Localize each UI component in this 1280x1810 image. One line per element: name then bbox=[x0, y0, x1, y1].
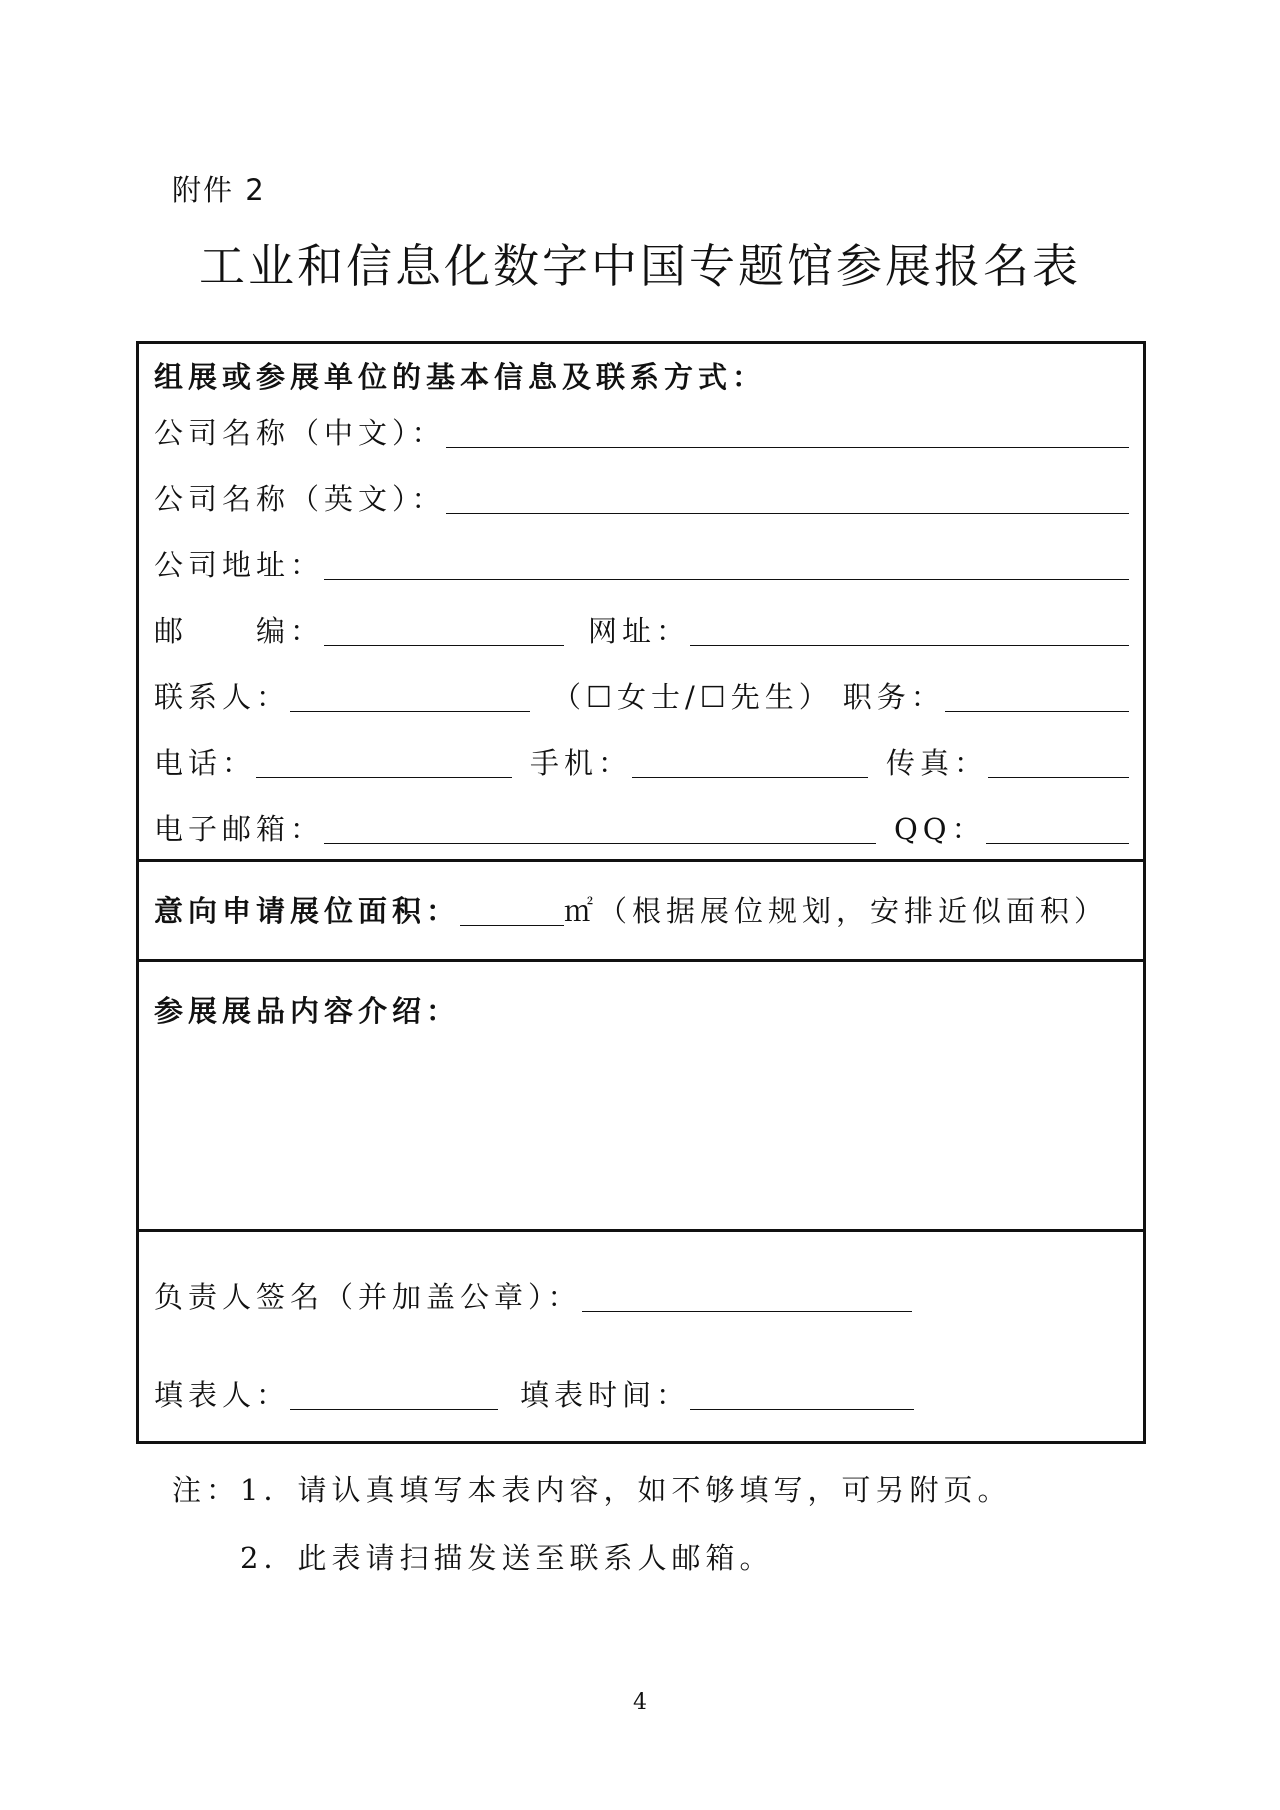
booth-area-label: 意向申请展位面积： bbox=[154, 894, 461, 928]
form-title: 工业和信息化数字中国专题馆参展报名表 bbox=[199, 239, 1081, 293]
qq-label: QQ： bbox=[894, 812, 986, 846]
phone-label: 电话： bbox=[154, 746, 257, 780]
position-field[interactable] bbox=[945, 681, 1129, 712]
phone-field[interactable] bbox=[256, 747, 512, 778]
mobile-field[interactable] bbox=[632, 747, 868, 778]
note-line-2: 2．此表请扫描发送至联系人邮箱。 bbox=[240, 1541, 774, 1575]
fill-time-field[interactable] bbox=[690, 1379, 914, 1410]
company-name-en-row bbox=[154, 478, 1129, 518]
company-address-label: 公司地址： bbox=[154, 548, 325, 582]
phone-row bbox=[154, 742, 1129, 782]
filler-field[interactable] bbox=[290, 1379, 498, 1410]
filler-label: 填表人： bbox=[154, 1378, 291, 1412]
contact-field[interactable] bbox=[290, 681, 530, 712]
fax-label: 传真： bbox=[886, 746, 989, 780]
signature-label: 负责人签名（并加盖公章）： bbox=[154, 1280, 582, 1314]
website-field[interactable] bbox=[690, 615, 1129, 646]
company-name-en-label: 公司名称（英文）： bbox=[154, 482, 446, 516]
contact-row bbox=[154, 676, 1129, 716]
company-name-cn-row bbox=[154, 412, 1129, 452]
registration-form-table bbox=[136, 341, 1146, 1444]
booth-area-field[interactable] bbox=[460, 895, 564, 926]
postcode-website-row bbox=[154, 610, 1129, 650]
basic-info-heading-row bbox=[154, 356, 1129, 396]
mobile-label: 手机： bbox=[530, 746, 633, 780]
company-address-row bbox=[154, 544, 1129, 584]
contact-label: 联系人： bbox=[154, 680, 291, 714]
exhibit-intro-row bbox=[154, 990, 1129, 1030]
company-name-en-field[interactable] bbox=[446, 483, 1129, 514]
signature-row bbox=[154, 1276, 912, 1316]
note-line-1: 注：1．请认真填写本表内容，如不够填写，可另附页。 bbox=[172, 1473, 1012, 1507]
qq-field[interactable] bbox=[986, 813, 1129, 844]
website-label: 网址： bbox=[588, 614, 691, 648]
basic-info-section bbox=[139, 344, 1143, 862]
postcode-label: 邮 编： bbox=[154, 614, 325, 648]
signature-section bbox=[139, 1232, 1143, 1444]
exhibit-intro-label: 参展展品内容介绍： bbox=[154, 994, 461, 1028]
company-address-field[interactable] bbox=[324, 549, 1129, 580]
signature-field[interactable] bbox=[582, 1281, 912, 1312]
booth-area-row bbox=[154, 890, 1129, 930]
gender-options[interactable]: （☐女士/☐先生） bbox=[552, 680, 833, 714]
company-name-cn-label: 公司名称（中文）： bbox=[154, 416, 446, 450]
filler-row bbox=[154, 1374, 914, 1414]
email-row bbox=[154, 808, 1129, 848]
postcode-field[interactable] bbox=[324, 615, 564, 646]
booth-area-unit-note: ㎡（根据展位规划，安排近似面积） bbox=[564, 894, 1109, 928]
attachment-label: 附件 2 bbox=[172, 173, 266, 207]
fill-time-label: 填表时间： bbox=[520, 1378, 691, 1412]
email-field[interactable] bbox=[324, 813, 876, 844]
position-label: 职务： bbox=[842, 680, 945, 714]
exhibit-intro-section[interactable] bbox=[139, 962, 1143, 1232]
company-name-cn-field[interactable] bbox=[446, 417, 1129, 448]
page-number: 4 bbox=[633, 1690, 647, 1715]
booth-area-section bbox=[139, 862, 1143, 962]
email-label: 电子邮箱： bbox=[154, 812, 325, 846]
basic-info-heading: 组展或参展单位的基本信息及联系方式： bbox=[154, 360, 767, 394]
fax-field[interactable] bbox=[988, 747, 1129, 778]
